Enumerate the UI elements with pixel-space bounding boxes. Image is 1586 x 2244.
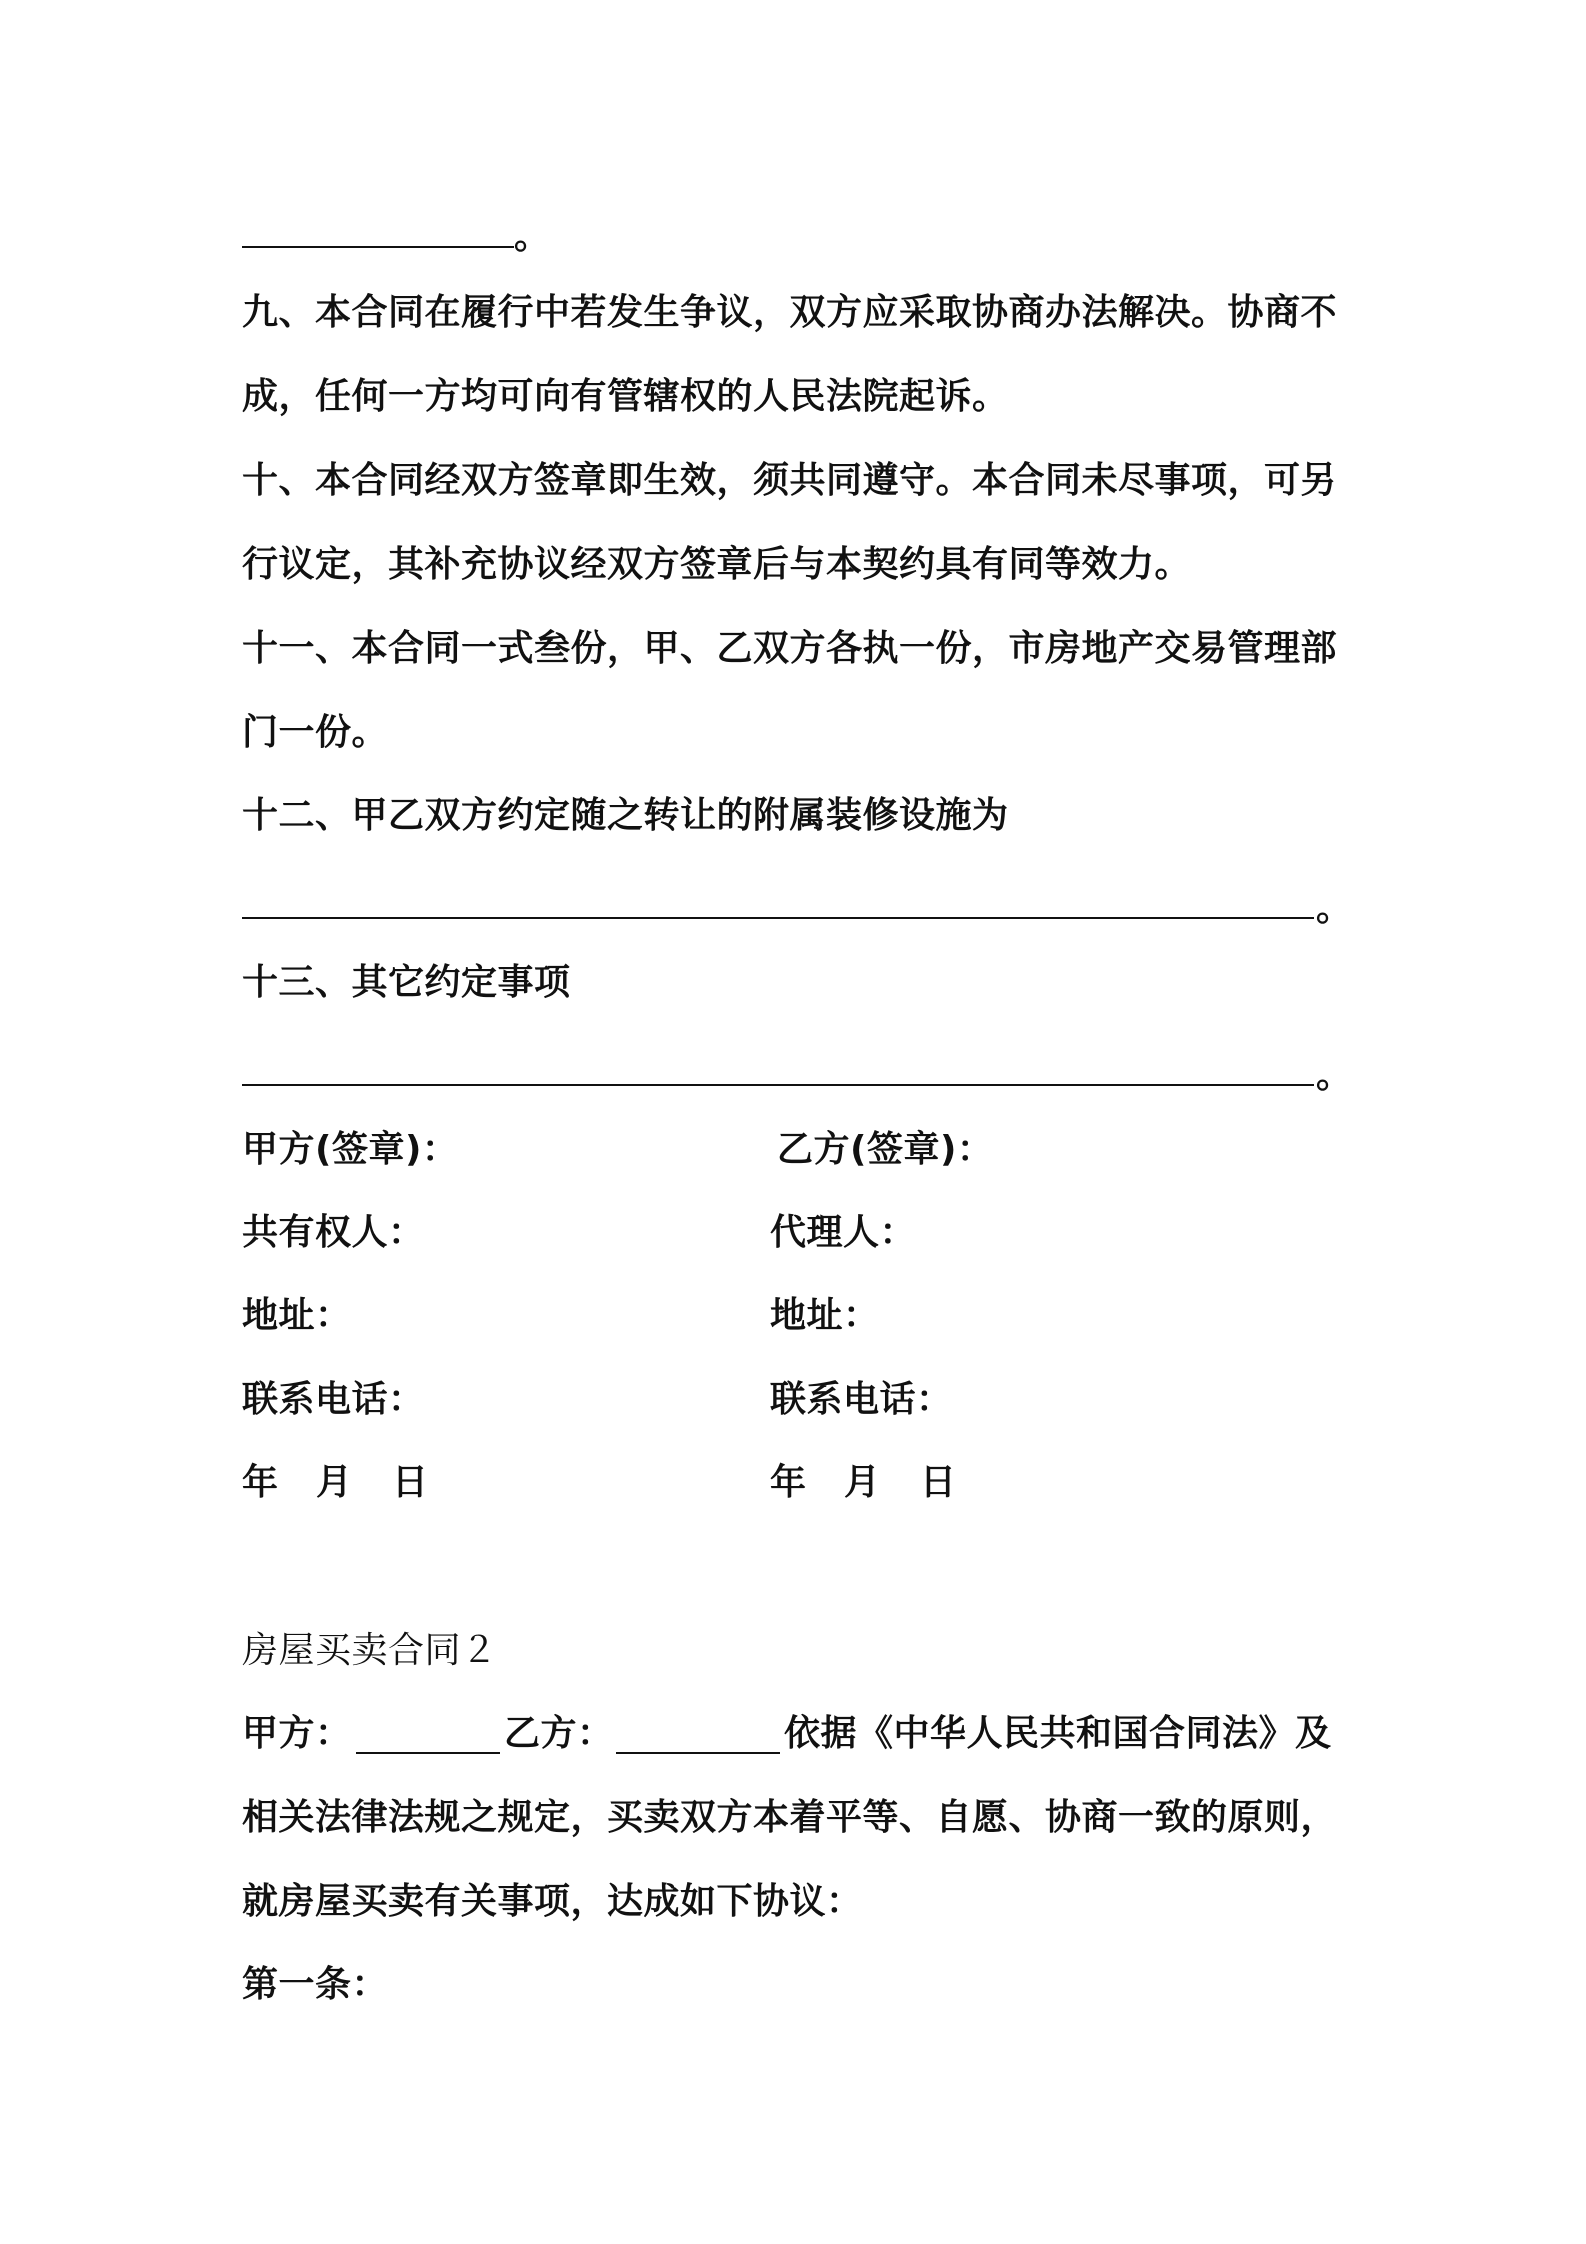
clause-12-period: 。: [1316, 888, 1353, 929]
clause-9-line-2: 成，任何一方均可向有管辖权的人民法院起诉。: [242, 376, 1009, 417]
clause-10-line-1: 十、本合同经双方签章即生效，须共同遵守。本合同未尽事项，可另: [242, 460, 1338, 501]
clause-11-line-2: 门一份。: [242, 712, 389, 753]
contract-2-intro-line-2: 相关法律法规之规定，买卖双方本着平等、自愿、协商一致的原则，: [242, 1797, 1338, 1838]
date-b-day: 日: [920, 1462, 957, 1503]
phone-a-label: 联系电话：: [242, 1379, 425, 1420]
contract-2-article-1: 第一条：: [242, 1964, 389, 2005]
address-b-label: 地址：: [770, 1295, 880, 1336]
clause-12-blank: [242, 917, 1314, 919]
clause-11-line-1: 十一、本合同一式叁份，甲、乙双方各执一份，市房地产交易管理部: [242, 628, 1338, 669]
clause-12: 十二、甲乙双方约定随之转让的附属装修设施为: [242, 795, 1009, 836]
contract-2-party-b-blank: [616, 1752, 780, 1754]
contract-2-party-b-label: 乙方：: [504, 1713, 614, 1754]
party-b-signature-label: 乙方(签章)：: [777, 1129, 994, 1170]
date-a-day: 日: [392, 1462, 429, 1503]
clause-13: 十三、其它约定事项: [242, 962, 571, 1003]
top-line-period: 。: [514, 216, 551, 257]
co-owner-label: 共有权人：: [242, 1212, 425, 1253]
clause-13-period: 。: [1316, 1055, 1353, 1096]
contract-2-party-a-blank: [356, 1752, 500, 1754]
phone-b-label: 联系电话：: [770, 1379, 953, 1420]
clause-10-line-2: 行议定，其补充协议经双方签章后与本契约具有同等效力。: [242, 544, 1192, 585]
address-a-label: 地址：: [242, 1295, 352, 1336]
party-a-signature-label: 甲方(签章)：: [242, 1129, 459, 1170]
date-b-year: 年: [770, 1462, 807, 1503]
contract-2-intro-rest: 依据《中华人民共和国合同法》及: [784, 1713, 1332, 1754]
contract-2-title: 房屋买卖合同２: [242, 1630, 498, 1671]
date-a-month: 月: [316, 1462, 353, 1503]
clause-9-line-1: 九、本合同在履行中若发生争议，双方应采取协商办法解决。协商不: [242, 292, 1338, 333]
agent-label: 代理人：: [770, 1212, 917, 1253]
date-b-month: 月: [844, 1462, 881, 1503]
contract-2-party-a-label: 甲方：: [242, 1713, 352, 1754]
blank-line-top: [242, 246, 514, 248]
date-a-year: 年: [242, 1462, 279, 1503]
clause-13-blank: [242, 1084, 1314, 1086]
contract-2-intro-line-3: 就房屋买卖有关事项，达成如下协议：: [242, 1881, 863, 1922]
